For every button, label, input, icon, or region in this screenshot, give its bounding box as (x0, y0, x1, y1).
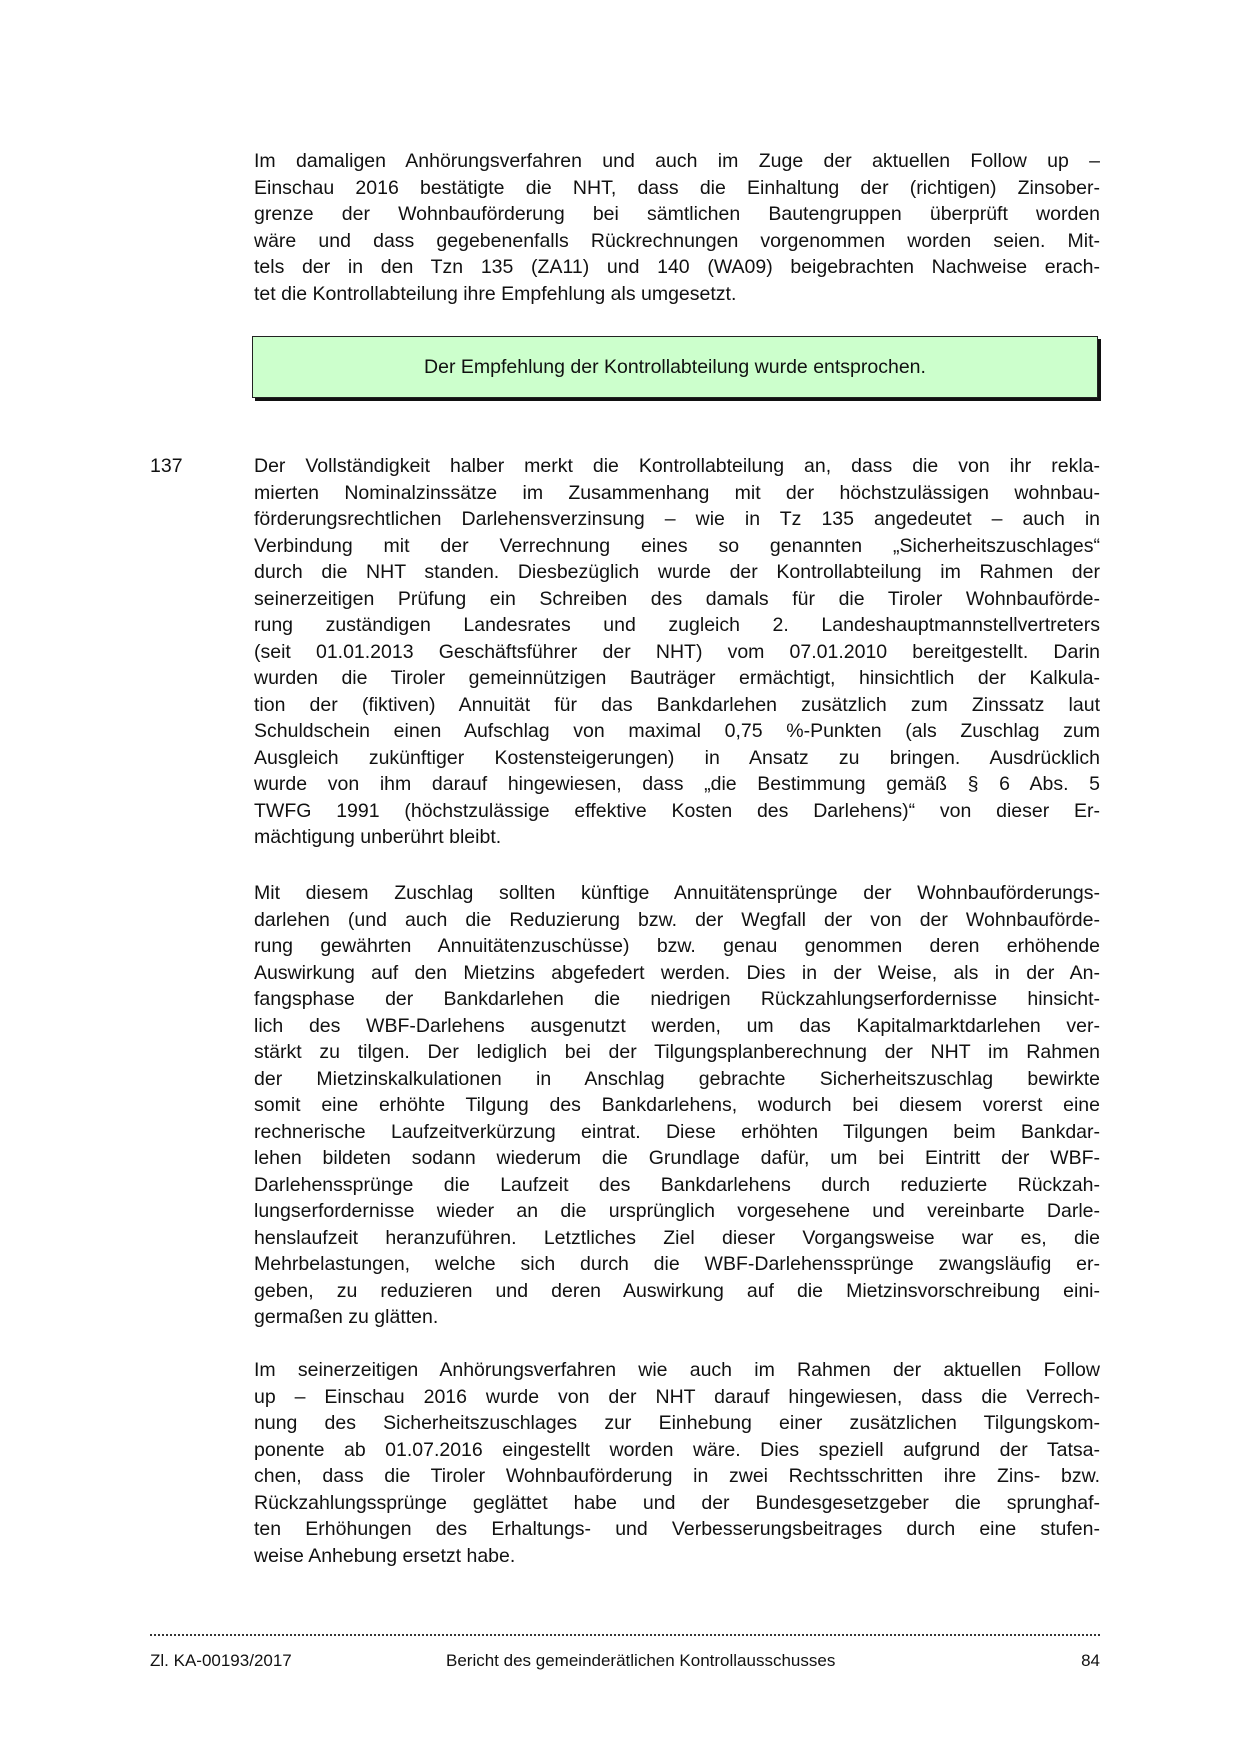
text-line: mächtigung unberührt bleibt. (254, 826, 502, 848)
page-number: 84 (1081, 1651, 1100, 1670)
text-line: Im damaligen Anhörungsverfahren und auch im Zuge der aktuellen Follow up – (254, 150, 1100, 172)
result-box (252, 336, 1098, 398)
text-line: nung des Sicherheitszuschlages zur Einhebung einer zusätzlichen Tilgungskom- (254, 1412, 1100, 1434)
text-line: somit eine erhöhte Tilgung des Bankdarlehens, wodurch bei diesem vorerst eine (254, 1094, 1100, 1116)
text-line: darlehen (und auch die Reduzierung bzw. der Wegfall der von der Wohnbauförde- (254, 908, 1100, 931)
text-line: tion der (fiktiven) Annuität für das Bankdarlehen zusätzlich zum Zinssatz laut (254, 693, 1100, 716)
text-line: (seit 01.01.2013 Geschäftsführer der NHT) vom 07.01.2010 bereitgestellt. Darin (254, 640, 1100, 663)
text-line: henslaufzeit heranzuführen. Letztliches Ziel dieser Vorgangsweise war es, die (254, 1226, 1100, 1249)
text-line: förderungsrechtlichen Darlehensverzinsung – wie in Tz 135 angedeutet – auch in (254, 508, 1100, 530)
text-line: weise Anhebung ersetzt habe. (254, 1544, 516, 1567)
text-line: mierten Nominalzinssätze im Zusammenhang mit der höchstzulässigen wohnbau- (254, 481, 1100, 504)
text-line: germaßen zu glätten. (254, 1306, 439, 1328)
text-line: rung zuständigen Landesrates und zugleich 2. Landeshauptmannstellvertreters (254, 614, 1100, 636)
text-line: stärkt zu tilgen. Der lediglich bei der Tilgungsplanberechnung der NHT im Rahmen (254, 1041, 1100, 1063)
text-line: Im seinerzeitigen Anhörungsverfahren wie auch im Rahmen der aktuellen Follow (254, 1359, 1100, 1381)
text-line: up – Einschau 2016 wurde von der NHT darauf hingewiesen, dass die Verrech- (254, 1385, 1100, 1408)
text-line: rechnerische Laufzeitverkürzung eintrat. Diese erhöhten Tilgungen beim Bankdar- (254, 1120, 1100, 1143)
text-line: lich des WBF-Darlehens ausgenutzt werden, um das Kapitalmarktdarlehen ver- (254, 1014, 1100, 1037)
text-line: Mit diesem Zuschlag sollten künftige Annuitätensprünge der Wohnbauförderungs- (254, 882, 1100, 904)
text-line: durch die NHT standen. Diesbezüglich wurde der Kontrollabteilung im Rahmen der (254, 561, 1100, 583)
text-line: seinerzeitigen Prüfung ein Schreiben des damals für die Tiroler Wohnbauförde- (254, 587, 1100, 610)
paragraph-1 (254, 148, 1100, 307)
text-line: Der Vollständigkeit halber merkt die Kontrollabteilung an, dass die von ihr rekla- (254, 455, 1100, 477)
text-line: wurden die Tiroler gemeinnützigen Bauträger ermächtigt, hinsichtlich der Kalkula- (254, 667, 1100, 689)
text-line: tet die Kontrollabteilung ihre Empfehlung als umgesetzt. (254, 282, 737, 305)
text-line: Rückzahlungssprünge geglättet habe und der Bundesgesetzgeber die sprunghaf- (254, 1491, 1100, 1514)
text-line: fangsphase der Bankdarlehen die niedrigen Rückzahlungserfordernisse hinsicht- (254, 988, 1100, 1010)
paragraph-4 (254, 1357, 1100, 1569)
text-line: wäre und dass gegebenenfalls Rückrechnungen vorgenommen worden seien. Mit- (254, 229, 1100, 252)
paragraph-3 (254, 880, 1100, 1331)
text-line: Ausgleich zukünftiger Kostensteigerungen) in Ansatz zu bringen. Ausdrücklich (254, 746, 1100, 769)
text-line: rung gewährten Annuitätenzuschüsse) bzw. genau genommen deren erhöhende (254, 935, 1100, 957)
text-line: ten Erhöhungen des Erhaltungs- und Verbesserungsbeitrages durch eine stufen- (254, 1518, 1100, 1540)
text-line: Verbindung mit der Verrechnung eines so genannten „Sicherheitszuschlages“ (254, 534, 1100, 557)
text-line: lungserfordernisse wieder an die ursprünglich vorgesehene und vereinbarte Darle- (254, 1200, 1100, 1222)
footer-reference: Zl. KA-00193/2017 (150, 1651, 292, 1670)
paragraph-tz137 (254, 453, 1100, 851)
text-line: Darlehenssprünge die Laufzeit des Bankdarlehens durch reduzierte Rückzah- (254, 1173, 1100, 1196)
text-line: TWFG 1991 (höchstzulässige effektive Kosten des Darlehens)“ von dieser Er- (254, 799, 1100, 822)
footer-divider (150, 1626, 1100, 1636)
text-line: geben, zu reduzieren und deren Auswirkung auf die Mietzinsvorschreibung eini- (254, 1279, 1100, 1302)
text-line: Einschau 2016 bestätigte die NHT, dass die Einhaltung der (richtigen) Zinsober- (254, 176, 1100, 199)
tz-number: 137 (150, 455, 183, 477)
text-line: Schuldschein einen Aufschlag von maximal 0,75 %-Punkten (als Zuschlag zum (254, 720, 1100, 742)
text-line: Mehrbelastungen, welche sich durch die WBF-Darlehenssprünge zwangsläufig er- (254, 1253, 1100, 1275)
footer-title: Bericht des gemeinderätlichen Kontrollausschusses (446, 1651, 836, 1670)
text-line: tels der in den Tzn 135 (ZA11) und 140 (WA09) beigebrachten Nachweise erach- (254, 256, 1100, 278)
text-line: grenze der Wohnbauförderung bei sämtlichen Bautengruppen überprüft worden (254, 203, 1100, 225)
text-line: lehen bildeten sodann wiederum die Grundlage dafür, um bei Eintritt der WBF- (254, 1147, 1100, 1169)
text-line: chen, dass die Tiroler Wohnbauförderung in zwei Rechtsschritten ihre Zins- bzw. (254, 1465, 1100, 1487)
result-text: Der Empfehlung der Kontrollabteilung wurde entsprochen. (424, 355, 926, 378)
text-line: der Mietzinskalkulationen in Anschlag gebrachte Sicherheitszuschlag bewirkte (254, 1067, 1100, 1090)
text-line: ponente ab 01.07.2016 eingestellt worden wäre. Dies speziell aufgrund der Tatsa- (254, 1438, 1100, 1461)
text-line: Auswirkung auf den Mietzins abgefedert werden. Dies in der Weise, als in der An- (254, 961, 1100, 984)
text-line: wurde von ihm darauf hingewiesen, dass „die Bestimmung gemäß § 6 Abs. 5 (254, 773, 1100, 795)
